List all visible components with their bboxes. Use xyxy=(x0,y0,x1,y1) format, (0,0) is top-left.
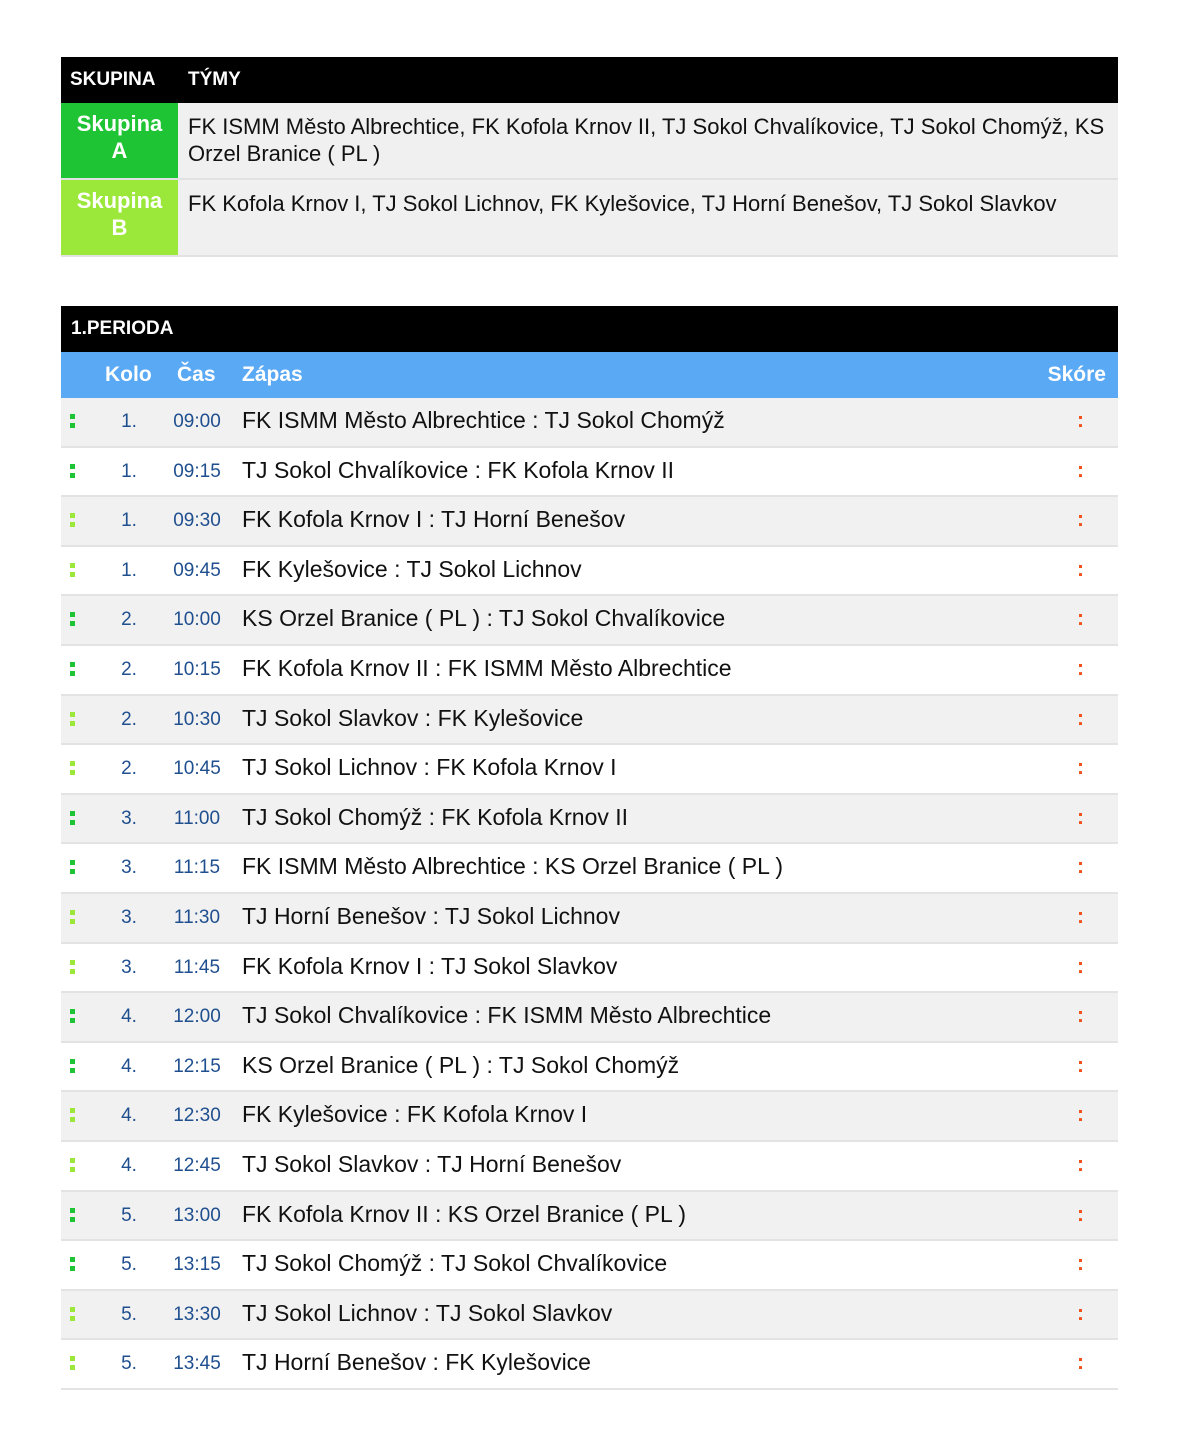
match-round: 5. xyxy=(121,1303,137,1325)
match-teams: KS Orzel Branice ( PL ) : TJ Sokol Chvalíkovice xyxy=(242,605,726,632)
group-marker-icon xyxy=(70,1057,76,1075)
match-row xyxy=(61,1241,1118,1291)
match-time: 09:00 xyxy=(173,411,221,432)
match-row xyxy=(61,894,1118,944)
match-row xyxy=(61,993,1118,1043)
group-marker-icon xyxy=(70,958,76,976)
match-row xyxy=(61,944,1118,994)
group-label-b xyxy=(61,180,178,255)
match-time: 09:15 xyxy=(173,460,221,482)
match-teams: FK Kylešovice : TJ Sokol Lichnov xyxy=(242,555,582,582)
match-time: 12:15 xyxy=(173,1055,221,1077)
match-row xyxy=(61,1142,1118,1192)
match-row xyxy=(61,696,1118,746)
group-row-a xyxy=(61,103,1118,180)
match-row xyxy=(61,1092,1118,1142)
match-teams: KS Orzel Branice ( PL ) : TJ Sokol Chomýž xyxy=(242,1051,680,1078)
group-marker-icon xyxy=(70,1156,76,1174)
groups-header-tymy: TÝMY xyxy=(188,69,241,90)
match-score: : xyxy=(1077,1103,1084,1127)
match-round: 4. xyxy=(121,1006,137,1028)
match-time: 13:45 xyxy=(173,1353,221,1375)
match-score: : xyxy=(1077,1004,1084,1028)
match-score: : xyxy=(1077,1152,1084,1176)
group-marker-icon xyxy=(70,511,76,529)
match-time: 12:45 xyxy=(173,1154,221,1176)
group-marker-icon xyxy=(70,908,76,926)
match-score: : xyxy=(1077,1053,1084,1077)
match-round: 2. xyxy=(121,609,137,631)
match-score: : xyxy=(1077,409,1084,432)
match-time: 11:30 xyxy=(173,906,221,928)
match-round: 2. xyxy=(121,708,137,730)
match-score: : xyxy=(1077,756,1084,780)
match-row xyxy=(61,497,1118,547)
match-row xyxy=(61,596,1118,646)
match-round: 5. xyxy=(121,1204,137,1226)
match-round: 4. xyxy=(121,1105,137,1127)
match-score: : xyxy=(1077,1252,1084,1276)
group-label-a-letter: A xyxy=(111,138,128,163)
match-row xyxy=(61,398,1118,448)
match-time: 10:30 xyxy=(173,708,221,730)
group-label-b-letter: B xyxy=(111,215,128,240)
match-score: : xyxy=(1077,656,1084,680)
match-time: 11:15 xyxy=(173,857,221,879)
match-time: 10:45 xyxy=(173,758,221,780)
match-round: 2. xyxy=(121,658,137,680)
match-time: 09:45 xyxy=(173,559,221,581)
col-header-kolo: Kolo xyxy=(105,363,152,386)
match-row xyxy=(61,448,1118,498)
match-row xyxy=(61,646,1118,696)
match-time: 12:00 xyxy=(173,1006,221,1028)
match-score: : xyxy=(1077,855,1084,879)
match-time: 13:00 xyxy=(173,1204,221,1226)
match-score: : xyxy=(1077,557,1084,581)
groups-header-skupina: SKUPINA xyxy=(70,69,156,90)
match-time: 11:45 xyxy=(173,956,221,978)
groups-header xyxy=(61,57,1118,103)
group-marker-icon xyxy=(70,462,76,480)
match-round: 5. xyxy=(121,1353,137,1375)
match-row xyxy=(61,1043,1118,1093)
match-round: 3. xyxy=(121,857,137,879)
match-time: 09:30 xyxy=(173,510,221,532)
match-time: 11:00 xyxy=(173,807,221,829)
match-round: 1. xyxy=(121,460,137,482)
match-row xyxy=(61,795,1118,845)
match-teams: TJ Horní Benešov : TJ Sokol Lichnov xyxy=(242,902,620,929)
match-round: 1. xyxy=(121,510,137,532)
group-marker-icon xyxy=(70,710,76,728)
match-row xyxy=(61,1192,1118,1242)
col-header-skore: Skóre xyxy=(1047,363,1106,386)
match-teams: FK ISMM Město Albrechtice : KS Orzel Branice ( PL ) xyxy=(242,853,784,880)
group-marker-icon xyxy=(70,809,76,827)
group-row-b xyxy=(61,180,1118,257)
match-round: 3. xyxy=(121,807,137,829)
match-score: : xyxy=(1077,904,1084,928)
match-time: 10:15 xyxy=(173,658,221,680)
match-row xyxy=(61,1340,1118,1390)
match-teams: TJ Sokol Chvalíkovice : FK ISMM Město Albrechtice xyxy=(242,1002,772,1029)
match-time: 13:15 xyxy=(173,1254,221,1276)
match-list xyxy=(61,398,1118,1390)
match-row xyxy=(61,1291,1118,1341)
match-score: : xyxy=(1077,607,1084,631)
match-time: 12:30 xyxy=(173,1105,221,1127)
match-score: : xyxy=(1077,508,1084,532)
col-header-zapas: Zápas xyxy=(242,363,303,386)
match-round: 2. xyxy=(121,758,137,780)
match-round: 5. xyxy=(121,1254,137,1276)
match-time: 13:30 xyxy=(173,1303,221,1325)
period-title: 1.PERIODA xyxy=(61,306,1118,352)
group-marker-icon xyxy=(70,1206,76,1224)
group-teams-a: FK ISMM Město Albrechtice, FK Kofola Krnov II, TJ Sokol Chvalíkovice, TJ Sokol Chomýž, KS Orzel Branice ( PL ) xyxy=(188,114,1105,166)
match-round: 3. xyxy=(121,906,137,928)
match-score: : xyxy=(1077,458,1084,482)
match-time: 10:00 xyxy=(173,609,221,631)
match-score: : xyxy=(1077,1351,1084,1375)
match-teams: TJ Sokol Lichnov : TJ Sokol Slavkov xyxy=(242,1299,613,1326)
match-teams: FK Kofola Krnov I : TJ Sokol Slavkov xyxy=(242,952,618,979)
group-teams-b: FK Kofola Krnov I, TJ Sokol Lichnov, FK Kylešovice, TJ Horní Benešov, TJ Sokol Slavkov xyxy=(188,191,1057,216)
group-marker-icon xyxy=(70,1305,76,1323)
match-round: 1. xyxy=(121,559,137,581)
match-teams: FK Kofola Krnov II : FK ISMM Město Albrechtice xyxy=(242,654,732,681)
match-round: 4. xyxy=(121,1154,137,1176)
match-teams: TJ Sokol Chvalíkovice : FK Kofola Krnov II xyxy=(242,456,675,483)
match-score: : xyxy=(1077,706,1084,730)
schedule-header xyxy=(61,352,1118,398)
group-marker-icon xyxy=(70,660,76,678)
match-score: : xyxy=(1077,1202,1084,1226)
match-teams: FK Kofola Krnov I : TJ Horní Benešov xyxy=(242,506,626,533)
match-score: : xyxy=(1077,1301,1084,1325)
group-marker-icon xyxy=(70,561,76,579)
group-marker-icon xyxy=(70,412,76,430)
group-marker-icon xyxy=(70,610,76,628)
match-teams: TJ Sokol Chomýž : FK Kofola Krnov II xyxy=(242,803,629,830)
match-round: 3. xyxy=(121,956,137,978)
group-label-a-word: Skupina xyxy=(76,111,163,136)
match-row xyxy=(61,547,1118,597)
group-marker-icon xyxy=(70,1106,76,1124)
match-teams: TJ Sokol Chomýž : TJ Sokol Chvalíkovice xyxy=(242,1250,668,1277)
group-marker-icon xyxy=(70,759,76,777)
group-marker-icon xyxy=(70,1354,76,1372)
match-row xyxy=(61,844,1118,894)
match-score: : xyxy=(1077,954,1084,978)
match-teams: TJ Horní Benešov : FK Kylešovice xyxy=(242,1349,591,1376)
match-round: 1. xyxy=(121,411,137,432)
match-teams: FK Kylešovice : FK Kofola Krnov I xyxy=(242,1101,588,1128)
match-round: 4. xyxy=(121,1055,137,1077)
match-teams: TJ Sokol Slavkov : FK Kylešovice xyxy=(242,704,584,731)
match-teams: FK ISMM Město Albrechtice : TJ Sokol Chomýž xyxy=(242,407,725,433)
match-teams: TJ Sokol Lichnov : FK Kofola Krnov I xyxy=(242,754,617,781)
group-label-a xyxy=(61,103,178,178)
match-teams: TJ Sokol Slavkov : TJ Horní Benešov xyxy=(242,1150,622,1177)
match-score: : xyxy=(1077,805,1084,829)
schedule-table xyxy=(61,306,1118,1390)
match-teams: FK Kofola Krnov II : KS Orzel Branice ( PL ) xyxy=(242,1200,686,1227)
group-marker-icon xyxy=(70,1255,76,1273)
group-marker-icon xyxy=(70,858,76,876)
match-row xyxy=(61,745,1118,795)
col-header-cas: Čas xyxy=(177,363,216,386)
group-label-b-word: Skupina xyxy=(76,188,163,213)
groups-table xyxy=(61,57,1118,257)
group-marker-icon xyxy=(70,1007,76,1025)
